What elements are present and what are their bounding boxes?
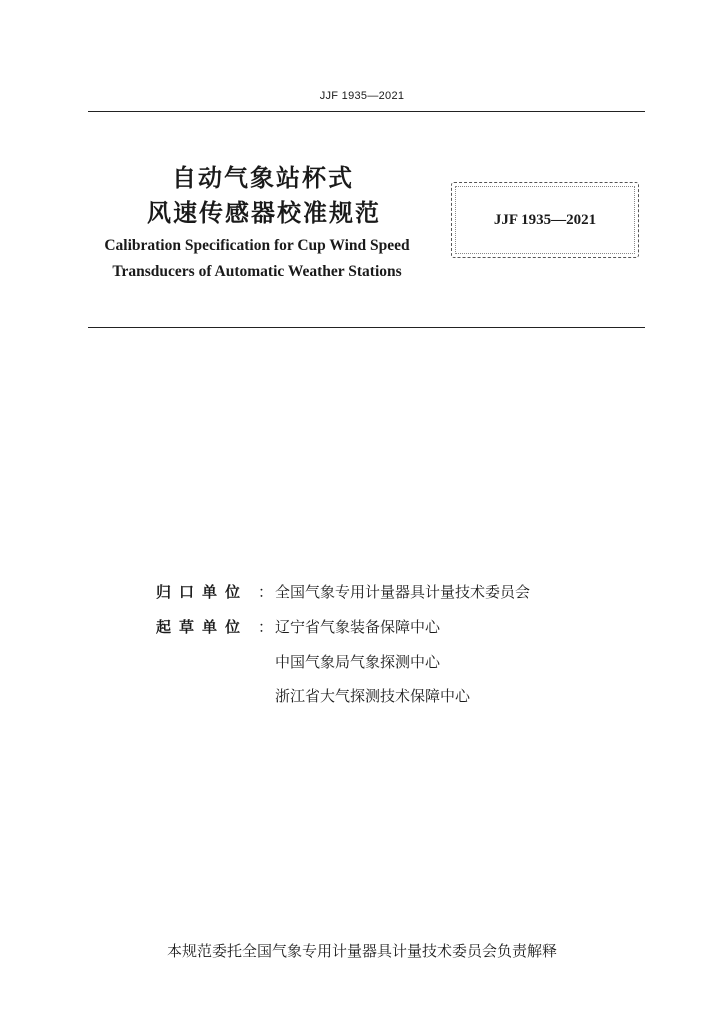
responsible-unit-value: 全国气象专用计量器具计量技术委员会 xyxy=(275,583,531,601)
responsible-unit-colon: ： xyxy=(258,583,274,601)
title-english-line-2: Transducers of Automatic Weather Stations xyxy=(112,263,402,280)
title-divider xyxy=(88,327,645,328)
title-chinese-line-1: 自动气象站杯式 xyxy=(172,164,354,192)
header-divider xyxy=(88,111,645,112)
drafting-unit-2: 中国气象局气象探测中心 xyxy=(275,653,441,671)
drafting-unit-label: 起草单位 xyxy=(156,618,249,636)
title-chinese-line-2: 风速传感器校准规范 xyxy=(147,199,381,227)
responsible-unit-label: 归口单位 xyxy=(156,583,249,601)
standard-code-box-text: JJF 1935—2021 xyxy=(493,212,597,228)
drafting-unit-1: 辽宁省气象装备保障中心 xyxy=(275,618,441,636)
header-standard-code: JJF 1935—2021 xyxy=(319,90,405,102)
drafting-unit-3: 浙江省大气探测技术保障中心 xyxy=(275,687,471,705)
title-english-line-1: Calibration Specification for Cup Wind Speed xyxy=(104,237,410,254)
drafting-unit-colon: ： xyxy=(258,618,274,636)
interpretation-note: 本规范委托全国气象专用计量器具计量技术委员会负责解释 xyxy=(166,942,557,960)
